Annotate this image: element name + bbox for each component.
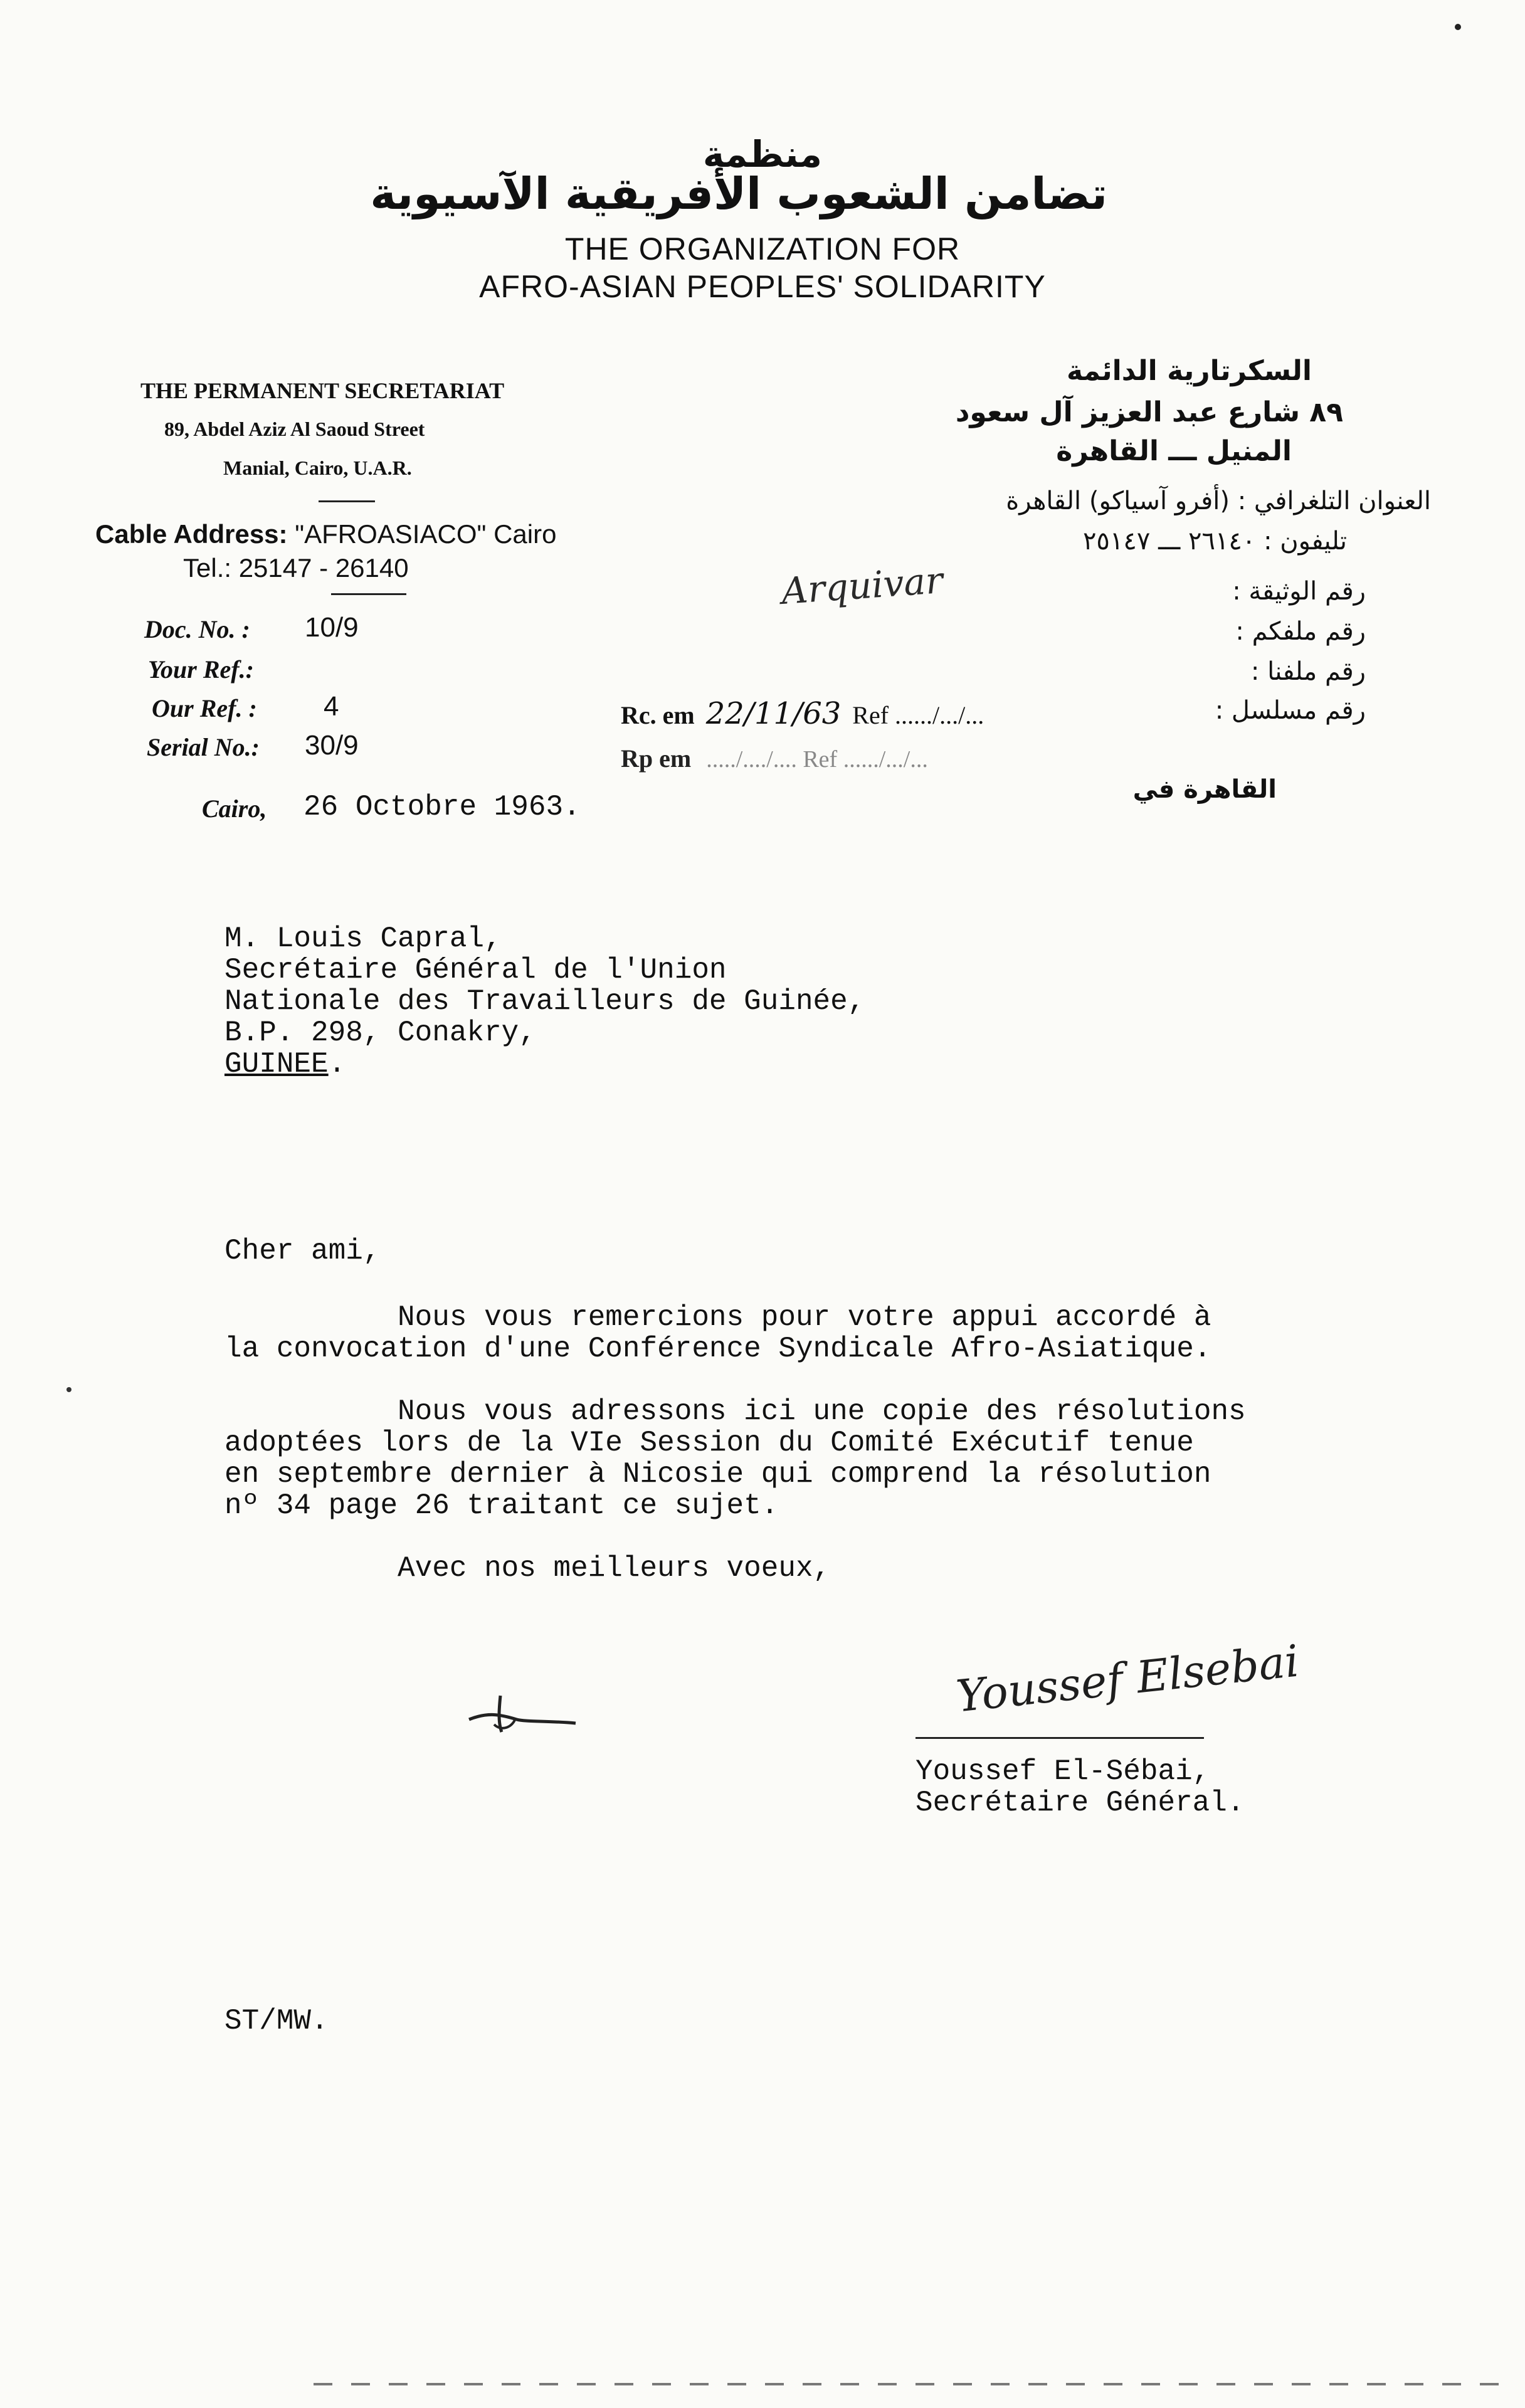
arabic-our-ref: رقم ملفنا : <box>1250 657 1366 686</box>
signature-line <box>916 1737 1204 1739</box>
serial-no-label: Serial No.: <box>147 733 260 761</box>
paragraph-1-line-1: Nous vous remercions pour votre appui accordé à <box>224 1301 1211 1334</box>
paragraph-1-line-2: la convocation d'une Conférence Syndicale Afro-Asiatique. <box>224 1333 1211 1365</box>
paragraph-2-line-3: en septembre dernier à Nicosie qui comprend la résolution <box>224 1458 1211 1491</box>
receipt-stamp-line <box>621 696 984 731</box>
paragraph-2-line-4: nº 34 page 26 traitant ce sujet. <box>224 1489 779 1522</box>
arabic-your-ref: رقم ملفكم : <box>1235 617 1366 646</box>
tel-label: Tel.: <box>183 553 232 583</box>
letter-date: 26 Octobre 1963. <box>303 791 581 823</box>
letterhead-arabic-line2: تضامن الشعوب الأفريقية الآسيوية <box>370 168 1107 219</box>
arabic-cable: العنوان التلغرافي : (أفرو آسياكو) القاهرة <box>1006 487 1431 515</box>
letterhead-arabic-line1: منظمة <box>702 133 823 176</box>
arabic-city: المنيل ـــ القاهرة <box>1056 435 1292 467</box>
recipient-line-3: Nationale des Travailleurs de Guinée, <box>224 985 865 1018</box>
handwritten-signature: Youssef Elsebai <box>954 1635 1302 1723</box>
recipient-line-1: M. Louis Capral, <box>224 922 502 955</box>
our-ref-value: 4 <box>324 691 339 722</box>
arabic-secretariat: السكرتارية الدائمة <box>1066 355 1312 387</box>
cable-value: "AFROASIACO" Cairo <box>295 519 557 549</box>
rp-value: ...../..../.... Ref ....../.../... <box>706 746 928 773</box>
reply-stamp-line <box>621 744 928 773</box>
arabic-doc-no: رقم الوثيقة : <box>1232 577 1366 606</box>
arabic-cairo-in: القاهرة في <box>1132 775 1277 804</box>
secretariat-city: Manial, Cairo, U.A.R. <box>223 457 412 479</box>
secretariat-title: THE PERMANENT SECRETARIAT <box>140 378 505 403</box>
arabic-phone: تليفون : ٢٦١٤٠ ـــ ٢٥١٤٧ <box>1082 527 1347 556</box>
scan-speck <box>1455 24 1461 30</box>
recipient-country-suffix: . <box>328 1048 346 1080</box>
tel-value: 25147 - 26140 <box>238 553 409 583</box>
rc-label: Rc. em <box>621 701 695 729</box>
closing: Avec nos meilleurs voeux, <box>224 1552 831 1585</box>
divider-rule-2 <box>331 593 406 595</box>
rp-label: Rp em <box>621 744 692 773</box>
recipient-line-4: B.P. 298, Conakry, <box>224 1017 536 1049</box>
secretariat-street: 89, Abdel Aziz Al Saoud Street <box>164 418 425 440</box>
typist-initials: ST/MW. <box>224 2005 329 2037</box>
recipient-country-name: GUINEE <box>224 1048 329 1080</box>
doc-no-value: 10/9 <box>305 612 359 643</box>
rc-ref: Ref ....../.../... <box>852 701 984 729</box>
arabic-street: ٨٩ شارع عبد العزيز آل سعود <box>955 396 1343 428</box>
paragraph-2-line-2: adoptées lors de la VIe Session du Comité Exécutif tenue <box>224 1427 1194 1459</box>
rc-date: 22/11/63 <box>705 696 842 731</box>
serial-no-value: 30/9 <box>305 730 359 761</box>
paragraph-2-line-1: Nous vous adressons ici une copie des résolutions <box>224 1395 1246 1428</box>
cable-address <box>95 519 556 549</box>
signatory-title: Secrétaire Général. <box>916 1787 1245 1819</box>
letterhead-org-line2: AFRO-ASIAN PEOPLES' SOLIDARITY <box>479 269 1046 304</box>
letterhead-org-line1: THE ORGANIZATION FOR <box>564 231 961 267</box>
your-ref-label: Your Ref.: <box>148 655 254 684</box>
telephone <box>183 553 409 583</box>
our-ref-label: Our Ref. : <box>152 694 257 722</box>
cable-label: Cable Address: <box>95 519 288 549</box>
signatory-name: Youssef El-Sébai, <box>916 1755 1210 1788</box>
cairo-label: Cairo, <box>202 795 267 823</box>
salutation: Cher ami, <box>224 1235 381 1267</box>
handwritten-note: Arquivar <box>779 559 944 613</box>
scan-edge <box>314 2383 1505 2385</box>
recipient-country <box>224 1048 346 1080</box>
arabic-serial-no: رقم مسلسل : <box>1215 696 1366 725</box>
initials-mark-icon <box>463 1687 582 1737</box>
scan-speck <box>66 1387 71 1392</box>
doc-no-label: Doc. No. : <box>144 615 250 643</box>
recipient-line-2: Secrétaire Général de l'Union <box>224 954 727 986</box>
divider-rule <box>319 500 375 502</box>
